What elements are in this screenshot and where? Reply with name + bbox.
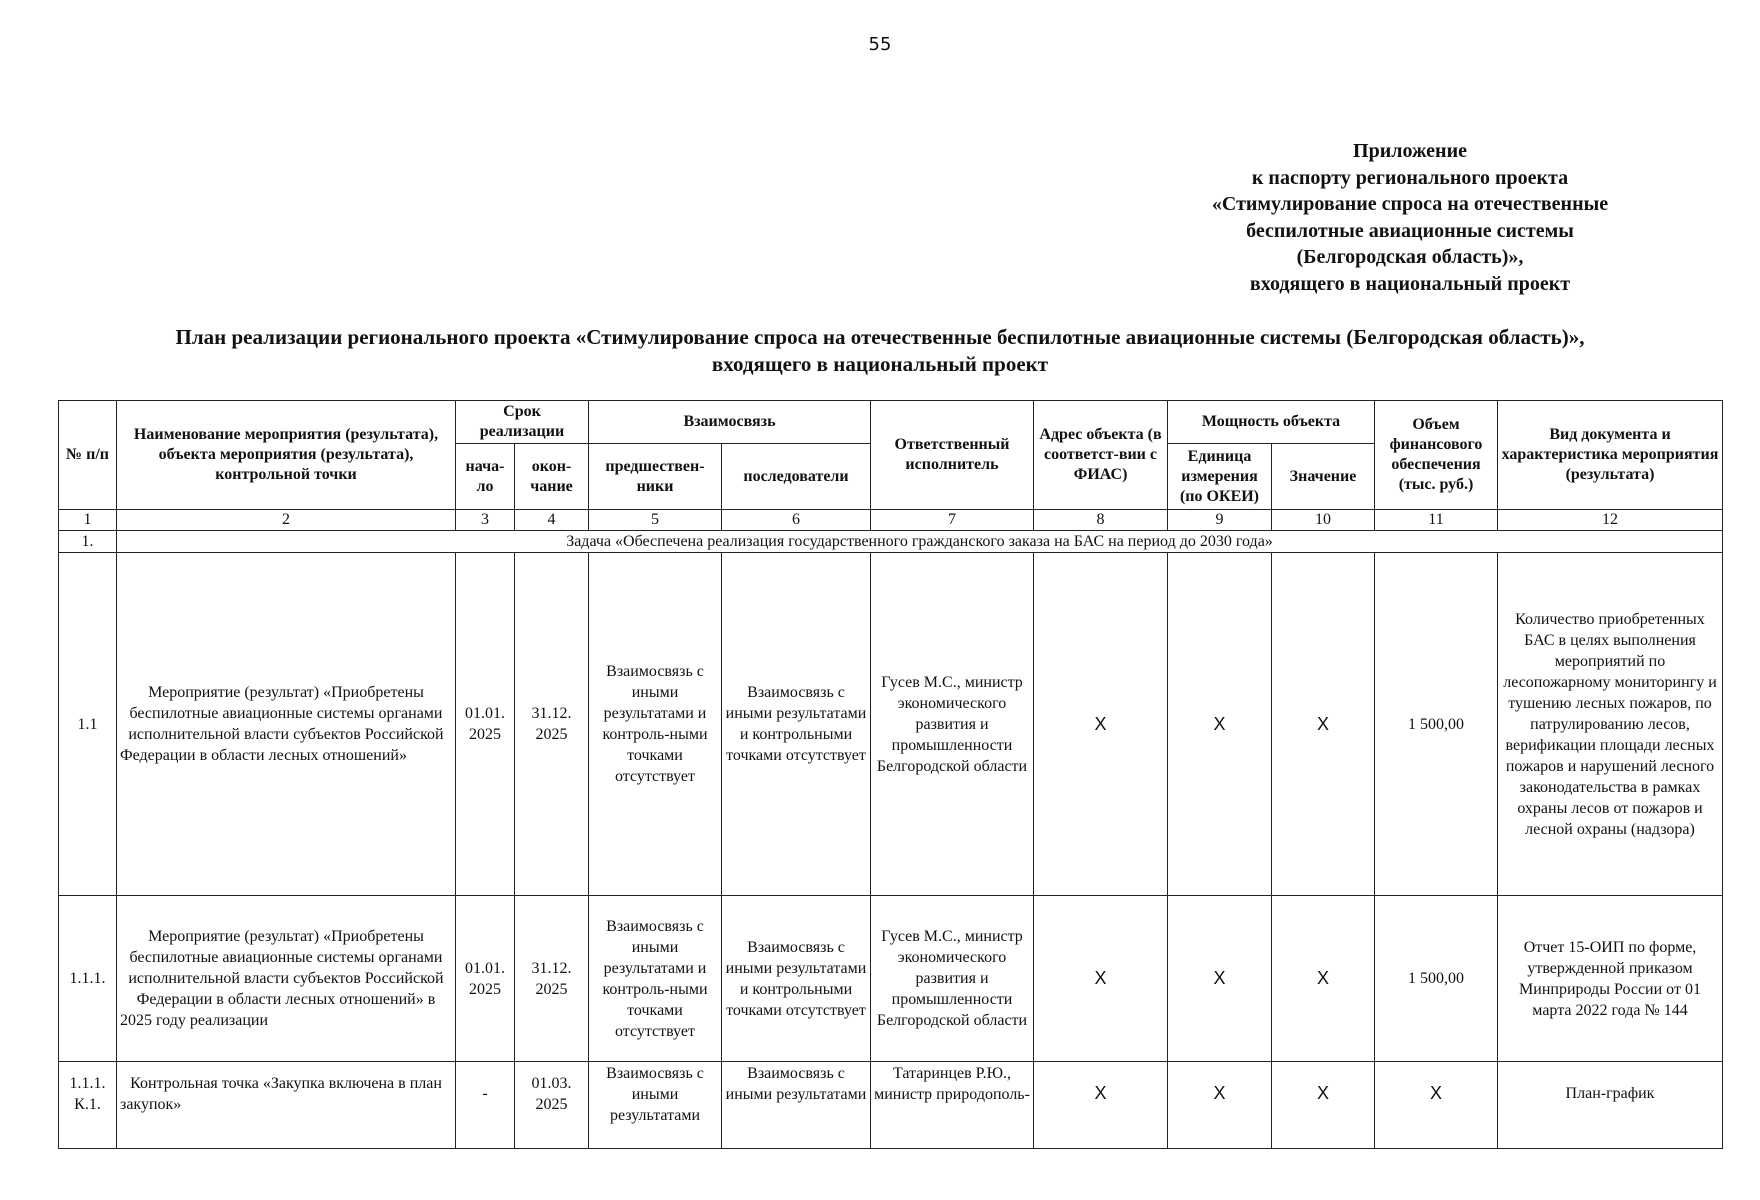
row-end-text: 01.03. 2025 — [531, 1075, 572, 1113]
row-name: Мероприятие (результат) «Приобретены беспилотные авиационные системы органами исполнительной власти субъектов Российской Федерации в области лесных отношений» в 2025 году реализации — [117, 896, 456, 1062]
row-finance: 1 500,00 — [1375, 896, 1498, 1062]
header-capacity: Мощность объекта — [1168, 401, 1375, 444]
row-address — [1034, 1062, 1168, 1149]
row-num: 1.1.1. — [59, 896, 117, 1062]
table-header — [59, 401, 1723, 510]
task-row — [59, 531, 1723, 553]
row-num-text: 1.1.1. К.1. — [69, 1075, 106, 1113]
row-responsible: Гусев М.С., министр экономического развития и промышленности Белгородской области — [871, 896, 1034, 1062]
column-number: 10 — [1272, 510, 1375, 531]
row-doc-type: Отчет 15-ОИП по форме, утвержденной приказом Минприроды России от 01 марта 2022 года № 144 — [1498, 896, 1723, 1062]
row-predecessors-text: Взаимосвязь с иными результатами — [606, 1065, 704, 1124]
row-predecessors: Взаимосвязь с иными результатами и контроль-ными точками отсутствует — [589, 896, 722, 1062]
header-predecessors: предшествен-ники — [589, 444, 722, 510]
row-start: 01.01. 2025 — [456, 553, 515, 896]
header-finance: Объем финансового обеспечения (тыс. руб.) — [1375, 401, 1498, 510]
row-value — [1272, 1062, 1375, 1149]
appendix-header — [1140, 138, 1680, 297]
row-responsible: Гусев М.С., министр экономического развития и промышленности Белгородской области — [871, 553, 1034, 896]
header-address: Адрес объекта (в соответст-вии с ФИАС) — [1034, 401, 1168, 510]
table-row — [59, 896, 1723, 1062]
header-end: окон-чание — [515, 444, 589, 510]
column-number: 3 — [456, 510, 515, 531]
appendix-line: к паспорту регионального проекта — [1251, 166, 1569, 189]
row-unit — [1168, 1062, 1272, 1149]
row-doc-type-text: План-график — [1565, 1085, 1655, 1102]
header-relation: Взаимосвязь — [589, 401, 871, 444]
row-start: 01.01. 2025 — [456, 896, 515, 1062]
column-number: 1 — [59, 510, 117, 531]
appendix-line: беспилотные авиационные системы — [1246, 219, 1574, 242]
appendix-line: входящего в национальный проект — [1249, 272, 1571, 295]
row-finance — [1375, 1062, 1498, 1149]
header-name: Наименование мероприятия (результата), объекта мероприятия (результата), контрольной точки — [117, 401, 456, 510]
row-unit: X — [1168, 553, 1272, 896]
row-end: 31.12. 2025 — [515, 553, 589, 896]
column-number-row — [59, 510, 1723, 531]
row-end — [515, 1062, 589, 1149]
row-name — [117, 1062, 456, 1149]
plan-table — [58, 400, 1723, 1149]
header-successors: последователи — [722, 444, 871, 510]
header-unit: Единица измерения (по ОКЕИ) — [1168, 444, 1272, 510]
row-finance-text: X — [1429, 1083, 1442, 1103]
column-number: 8 — [1034, 510, 1168, 531]
row-successors — [722, 1062, 871, 1149]
row-responsible-text: Татаринцев Р.Ю., министр природополь- — [874, 1065, 1030, 1103]
plan-title-line-2: входящего в национальный проект — [711, 352, 1049, 376]
row-name: Мероприятие (результат) «Приобретены беспилотные авиационные системы органами исполнительной власти субъектов Российской Федерации в области лесных отношений» — [117, 553, 456, 896]
header-period: Срок реализации — [456, 401, 589, 444]
row-successors-text: Взаимосвязь с иными результатами — [725, 1065, 867, 1103]
plan-title-line-1: План реализации регионального проекта «Стимулирование спроса на отечественные беспилотные авиационные системы (Белгородская область)», — [175, 325, 1585, 349]
column-number: 9 — [1168, 510, 1272, 531]
row-address: X — [1034, 553, 1168, 896]
task-text: Задача «Обеспечена реализация государственного гражданского заказа на БАС на период до 2030 года» — [117, 531, 1723, 553]
row-doc-type — [1498, 1062, 1723, 1149]
header-start: нача-ло — [456, 444, 515, 510]
column-number: 6 — [722, 510, 871, 531]
header-responsible: Ответственный исполнитель — [871, 401, 1034, 510]
row-value: X — [1272, 553, 1375, 896]
column-number: 5 — [589, 510, 722, 531]
row-doc-type: Количество приобретенных БАС в целях выполнения мероприятий по лесопожарному мониторингу и тушению лесных пожаров, по патрулированию лесов, верификации площади лесных пожаров и нарушений лесного законодательства в рамках охраны лесов от пожаров и лесной охраны (надзора) — [1498, 553, 1723, 896]
task-num: 1. — [59, 531, 117, 553]
row-value-text: X — [1316, 1083, 1329, 1103]
column-number: 2 — [117, 510, 456, 531]
row-value: X — [1272, 896, 1375, 1062]
column-number: 12 — [1498, 510, 1723, 531]
row-predecessors — [589, 1062, 722, 1149]
row-start-text: - — [482, 1085, 488, 1102]
table-row — [59, 1062, 1723, 1149]
row-num — [59, 1062, 117, 1149]
row-start — [456, 1062, 515, 1149]
column-number: 11 — [1375, 510, 1498, 531]
page-number: 55 — [868, 34, 892, 55]
row-finance: 1 500,00 — [1375, 553, 1498, 896]
row-responsible — [871, 1062, 1034, 1149]
row-successors: Взаимосвязь с иными результатами и контрольными точками отсутствует — [722, 896, 871, 1062]
plan-title — [40, 324, 1720, 378]
header-doc-type: Вид документа и характеристика мероприятия (результата) — [1498, 401, 1723, 510]
row-successors: Взаимосвязь с иными результатами и контрольными точками отсутствует — [722, 553, 871, 896]
appendix-line: «Стимулирование спроса на отечественные — [1211, 193, 1609, 215]
row-address-text: X — [1094, 1083, 1107, 1103]
row-name-text: Контрольная точка «Закупка включена в план закупок» — [120, 1075, 442, 1113]
column-number: 7 — [871, 510, 1034, 531]
row-unit-text: X — [1213, 1083, 1226, 1103]
row-num: 1.1 — [59, 553, 117, 896]
appendix-line: (Белгородская область)», — [1296, 246, 1524, 268]
header-num: № п/п — [59, 401, 117, 510]
column-number: 4 — [515, 510, 589, 531]
table-row — [59, 553, 1723, 896]
row-unit: X — [1168, 896, 1272, 1062]
appendix-line: Приложение — [1353, 140, 1467, 162]
row-address: X — [1034, 896, 1168, 1062]
header-value: Значение — [1272, 444, 1375, 510]
row-predecessors: Взаимосвязь с иными результатами и контроль-ными точками отсутствует — [589, 553, 722, 896]
row-end: 31.12. 2025 — [515, 896, 589, 1062]
